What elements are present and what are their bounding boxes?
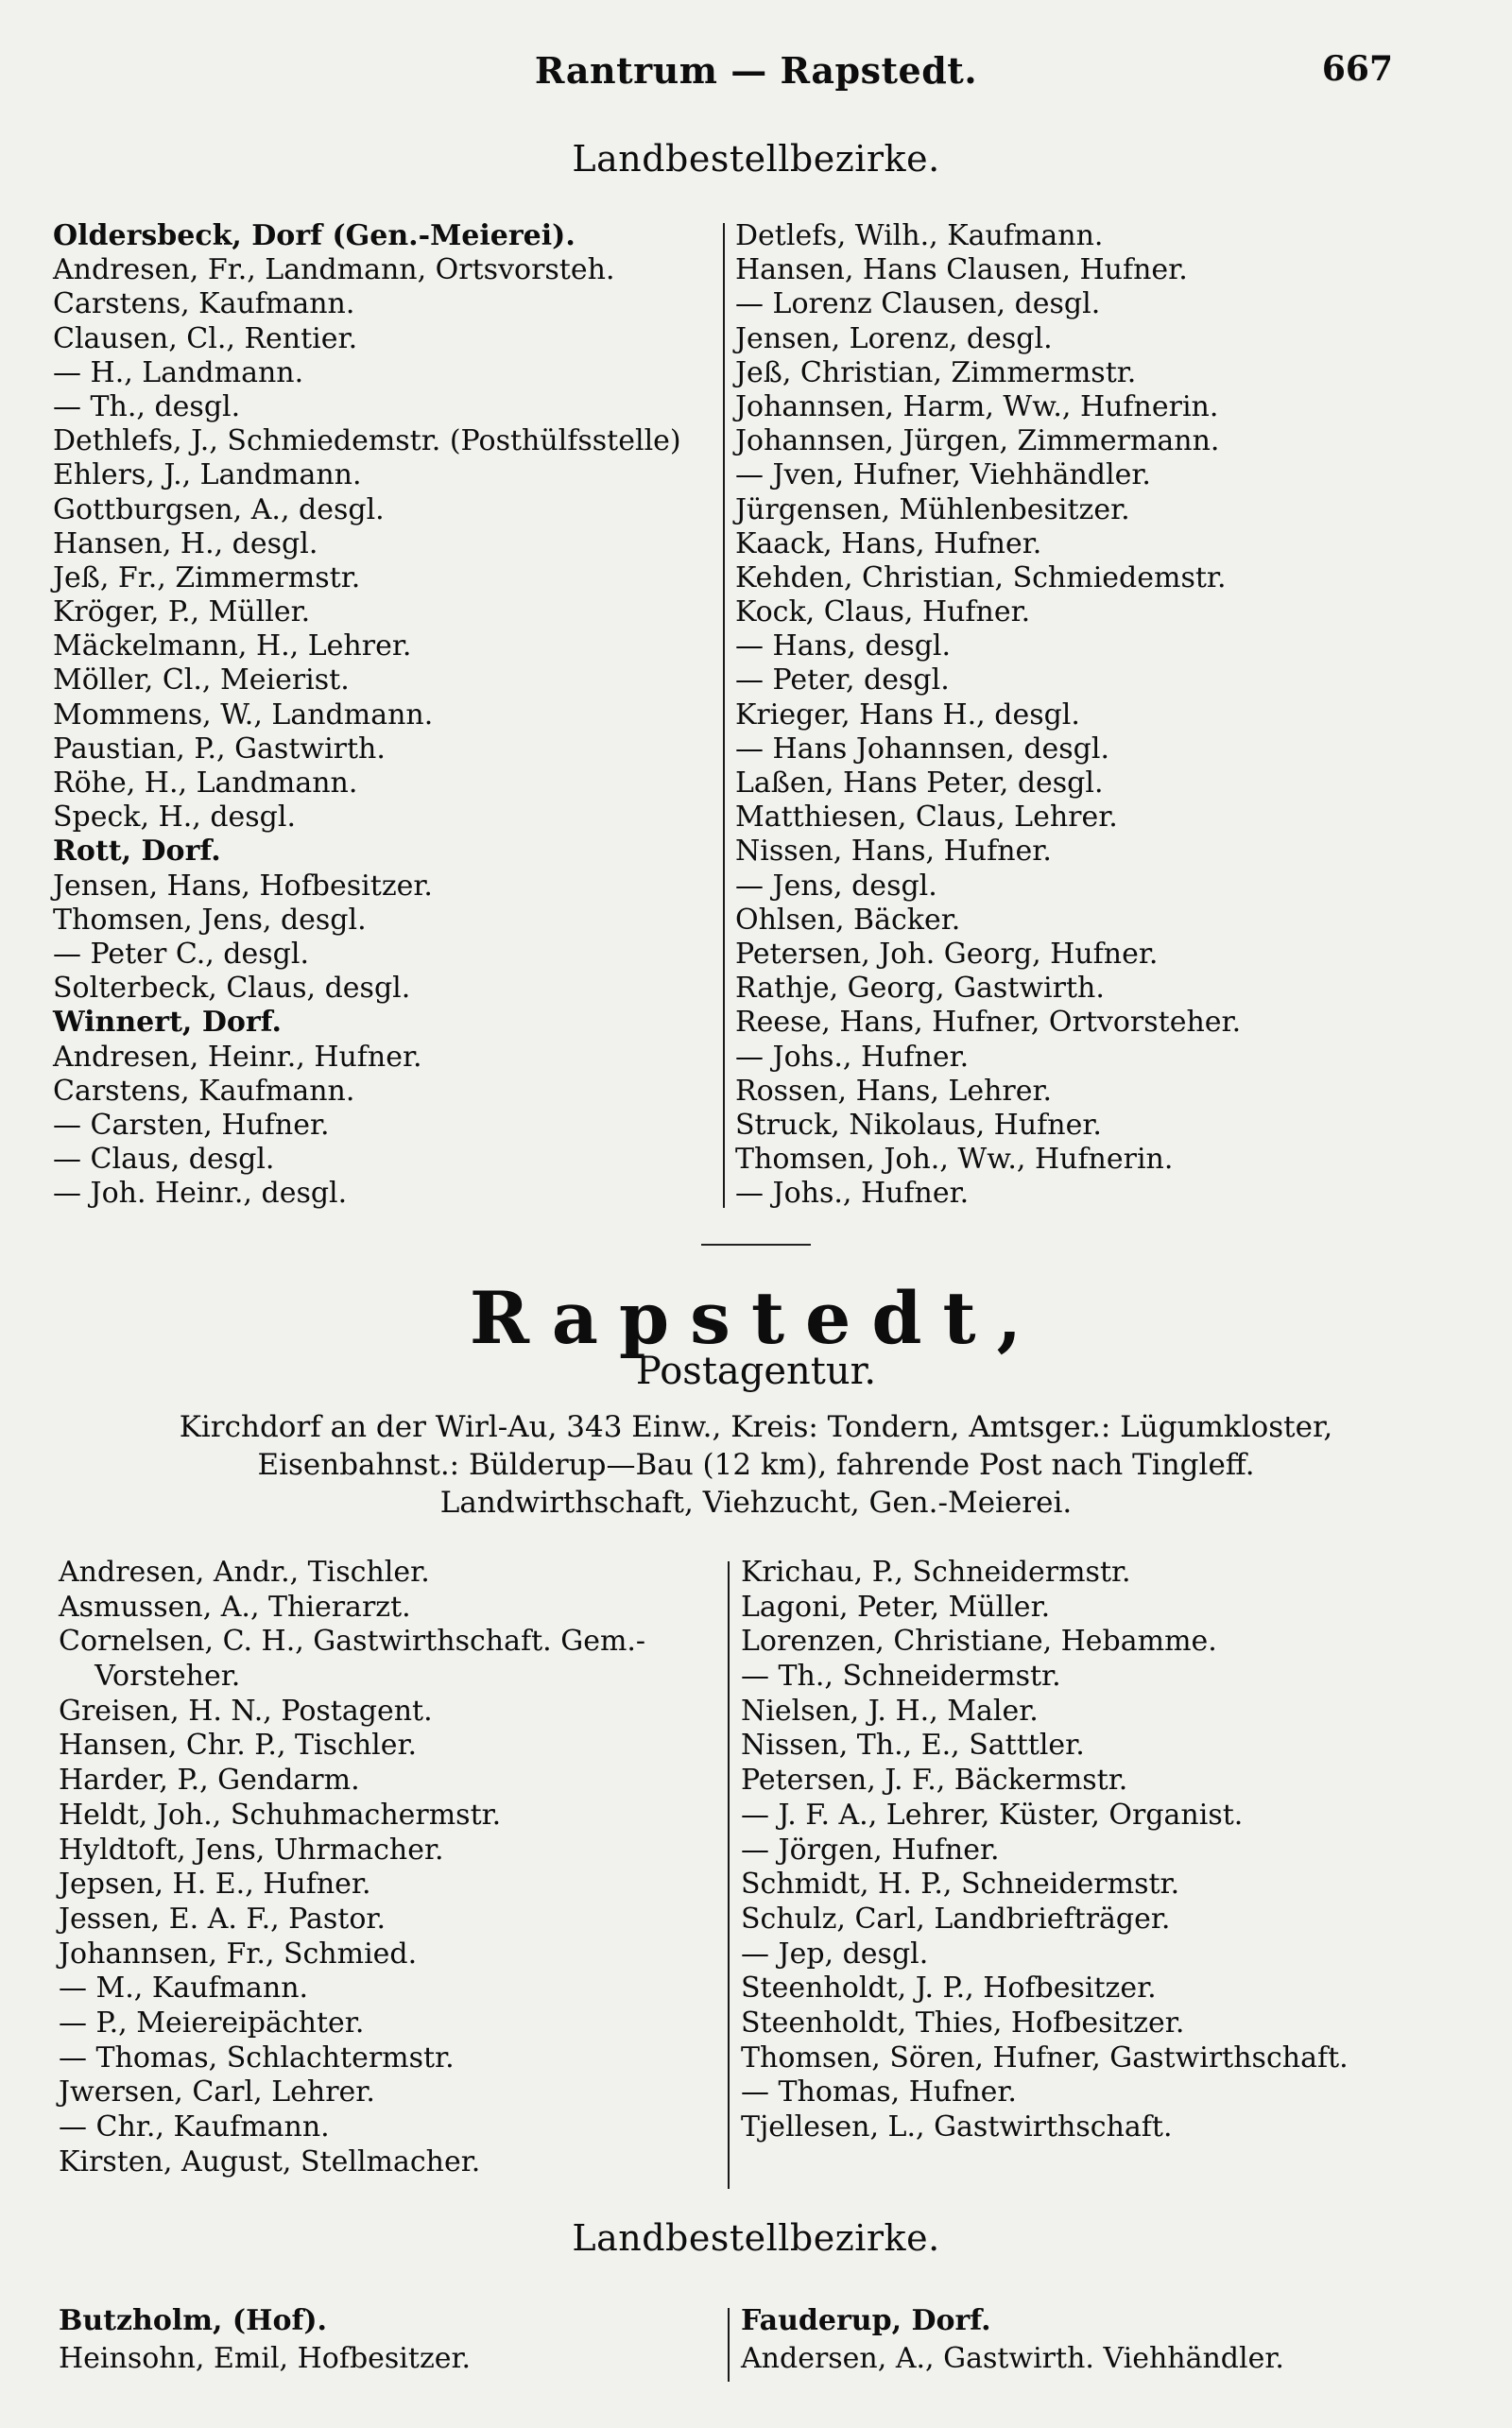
directory-entry: Nissen, Th., E., Satttler.	[741, 1729, 1085, 1763]
directory-entry: Hansen, Chr. P., Tischler.	[59, 1729, 418, 1763]
directory-entry: Cornelsen, C. H., Gastwirthschaft. Gem.-	[59, 1625, 646, 1659]
directory-entry: — Jörgen, Hufner.	[741, 1833, 1000, 1867]
directory-entry: Mommens, W., Landmann.	[53, 697, 434, 732]
directory-entry: Tjellesen, L., Gastwirthschaft.	[741, 2110, 1173, 2144]
directory-entry: Thomsen, Jens, desgl.	[53, 903, 367, 937]
directory-entry: Jürgensen, Mühlenbesitzer.	[735, 492, 1130, 526]
directory-entry: Jwersen, Carl, Lehrer.	[59, 2075, 375, 2109]
directory-entry: Harder, P., Gendarm.	[59, 1764, 360, 1798]
directory-entry: Speck, H., desgl.	[53, 801, 297, 835]
directory-entry: Matthiesen, Claus, Lehrer.	[735, 801, 1118, 835]
page-number: 667	[1321, 49, 1393, 89]
directory-entry: Steenholdt, Thies, Hofbesitzer.	[741, 2006, 1185, 2040]
directory-entry: Jepsen, H. E., Hufner.	[59, 1868, 371, 1902]
directory-entry: Carstens, Kaufmann.	[53, 1074, 355, 1108]
directory-entry: Kehden, Christian, Schmiedemstr.	[735, 560, 1227, 594]
directory-entry: — Johs., Hufner.	[735, 1040, 970, 1074]
directory-entry: Reese, Hans, Hufner, Ortvorsteher.	[735, 1006, 1242, 1040]
directory-entry: — Peter, desgl.	[735, 663, 950, 697]
directory-entry: — Jep, desgl.	[741, 1937, 929, 1971]
directory-entry: — Peter C., desgl.	[53, 937, 309, 971]
directory-entry: Heinsohn, Emil, Hofbesitzer.	[59, 2342, 472, 2375]
directory-entry: Mäckelmann, H., Lehrer.	[53, 629, 412, 663]
directory-entry: Gottburgsen, A., desgl.	[53, 492, 385, 526]
directory-entry: — Jven, Hufner, Viehhändler.	[735, 458, 1151, 492]
directory-entry: Hansen, Hans Clausen, Hufner.	[735, 253, 1188, 287]
directory-entry: Krichau, P., Schneidermstr.	[741, 1556, 1131, 1589]
town-title: Rapstedt,	[469, 1276, 1043, 1360]
directory-entry: — Lorenz Clausen, desgl.	[735, 287, 1101, 321]
directory-entry: Hyldtoft, Jens, Uhrmacher.	[59, 1833, 444, 1867]
town-description-line-1: Kirchdorf an der Wirl-Au, 343 Einw., Kreis: Tondern, Amtsger.: Lügumkloster,	[179, 1410, 1333, 1444]
rapstedt-right-column	[741, 1556, 1402, 2145]
locality-heading: Butzholm, (Hof).	[59, 2304, 328, 2337]
locality-heading: Winnert, Dorf.	[53, 1006, 282, 1040]
directory-entry: Andresen, Andr., Tischler.	[59, 1556, 430, 1589]
directory-entry: Schmidt, H. P., Schneidermstr.	[741, 1868, 1180, 1902]
directory-entry: Greisen, H. N., Postagent.	[59, 1694, 433, 1728]
directory-entry: Steenholdt, J. P., Hofbesitzer.	[741, 1972, 1157, 2006]
directory-entry: — H., Landmann.	[53, 355, 304, 389]
directory-entry: — Thomas, Hufner.	[741, 2075, 1017, 2109]
directory-entry: Rathje, Georg, Gastwirth.	[735, 972, 1105, 1006]
directory-entry: Clausen, Cl., Rentier.	[53, 321, 358, 355]
directory-entry: Röhe, H., Landmann.	[53, 766, 358, 800]
directory-entry: — Joh. Heinr., desgl.	[53, 1177, 348, 1211]
directory-entry: Thomsen, Sören, Hufner, Gastwirthschaft.	[741, 2041, 1349, 2075]
directory-entry: Johannsen, Fr., Schmied.	[59, 1937, 418, 1971]
directory-entry: Carstens, Kaufmann.	[53, 287, 355, 321]
directory-entry: — Jens, desgl.	[735, 869, 937, 903]
directory-entry: — Thomas, Schlachtermstr.	[59, 2041, 455, 2075]
directory-entry: Thomsen, Joh., Ww., Hufnerin.	[735, 1143, 1174, 1177]
directory-entry: — Th., desgl.	[53, 389, 241, 423]
directory-entry: Jeß, Christian, Zimmermstr.	[735, 355, 1137, 389]
directory-entry: Asmussen, A., Thierarzt.	[59, 1590, 411, 1624]
directory-entry: Schulz, Carl, Landbriefträger.	[741, 1902, 1171, 1936]
directory-entry: Ehlers, J., Landmann.	[53, 458, 362, 492]
rantrum-right-column	[735, 219, 1397, 1211]
directory-entry: Heldt, Joh., Schuhmachermstr.	[59, 1798, 502, 1832]
directory-entry: — P., Meiereipächter.	[59, 2006, 365, 2040]
directory-entry: Lagoni, Peter, Müller.	[741, 1590, 1051, 1624]
directory-entry: — Hans Johannsen, desgl.	[735, 732, 1110, 766]
directory-entry: Kaack, Hans, Hufner.	[735, 526, 1042, 560]
directory-entry: — M., Kaufmann.	[59, 1972, 309, 2006]
directory-entry: Johannsen, Harm, Ww., Hufnerin.	[735, 389, 1219, 423]
rapstedt-bottom-left-column	[59, 2302, 720, 2378]
directory-entry: Jensen, Hans, Hofbesitzer.	[53, 869, 433, 903]
rapstedt-left-column	[59, 1556, 720, 2179]
town-description-line-3: Landwirthschaft, Viehzucht, Gen.-Meierei.	[439, 1486, 1073, 1520]
directory-entry: Nielsen, J. H., Maler.	[741, 1694, 1039, 1728]
directory-entry: Jeß, Fr., Zimmermstr.	[53, 560, 361, 594]
town-description-line-2: Eisenbahnst.: Bülderup—Bau (12 km), fahrende Post nach Tingleff.	[257, 1448, 1255, 1482]
directory-entry: Johannsen, Jürgen, Zimmermann.	[735, 424, 1220, 458]
directory-entry: — Carsten, Hufner.	[53, 1108, 330, 1142]
town-subtitle: Postagentur.	[635, 1350, 877, 1393]
directory-entry: Rossen, Hans, Lehrer.	[735, 1074, 1053, 1108]
locality-heading: Fauderup, Dorf.	[741, 2304, 991, 2337]
directory-entry: Andresen, Fr., Landmann, Ortsvorsteh.	[53, 253, 615, 287]
rapstedt-bottom-right-column	[741, 2302, 1402, 2378]
directory-entry: Detlefs, Wilh., Kaufmann.	[735, 219, 1104, 252]
rantrum-section-heading: Landbestellbezirke.	[572, 138, 940, 180]
directory-entry: — J. F. A., Lehrer, Küster, Organist.	[741, 1798, 1244, 1832]
running-head: Rantrum — Rapstedt.	[534, 49, 978, 92]
locality-heading: Rott, Dorf.	[53, 835, 221, 869]
directory-entry: Jensen, Lorenz, desgl.	[735, 321, 1053, 355]
directory-entry: — Th., Schneidermstr.	[741, 1660, 1061, 1694]
column-rule	[728, 2308, 730, 2382]
directory-entry: Andersen, A., Gastwirth. Viehhändler.	[741, 2342, 1284, 2375]
rantrum-left-column	[53, 219, 714, 1211]
directory-entry: — Chr., Kaufmann.	[59, 2110, 330, 2144]
directory-entry: Laßen, Hans Peter, desgl.	[735, 766, 1104, 800]
directory-entry: Paustian, P., Gastwirth.	[53, 732, 386, 766]
directory-entry: Ohlsen, Bäcker.	[735, 903, 961, 937]
directory-entry: Solterbeck, Claus, desgl.	[53, 972, 411, 1006]
directory-entry: Vorsteher.	[59, 1660, 241, 1694]
column-rule	[723, 223, 725, 1208]
directory-entry: Krieger, Hans H., desgl.	[735, 697, 1080, 732]
directory-entry: Andresen, Heinr., Hufner.	[53, 1040, 422, 1074]
locality-heading: Oldersbeck, Dorf (Gen.-Meierei).	[53, 219, 576, 252]
directory-entry: Hansen, H., desgl.	[53, 526, 318, 560]
directory-entry: Struck, Nikolaus, Hufner.	[735, 1108, 1102, 1142]
directory-entry: — Johs., Hufner.	[735, 1177, 970, 1211]
rapstedt-section-heading: Landbestellbezirke.	[572, 2217, 940, 2259]
directory-entry: Lorenzen, Christiane, Hebamme.	[741, 1625, 1217, 1659]
directory-entry: Petersen, Joh. Georg, Hufner.	[735, 937, 1159, 971]
directory-entry: Jessen, E. A. F., Pastor.	[59, 1902, 386, 1936]
directory-entry: Kirsten, August, Stellmacher.	[59, 2144, 481, 2178]
directory-entry: Petersen, J. F., Bäckermstr.	[741, 1764, 1128, 1798]
directory-entry: Kröger, P., Müller.	[53, 595, 311, 629]
directory-entry: Kock, Claus, Hufner.	[735, 595, 1031, 629]
column-rule	[728, 1561, 730, 2189]
directory-entry: — Hans, desgl.	[735, 629, 952, 663]
directory-entry: Nissen, Hans, Hufner.	[735, 835, 1052, 869]
section-divider	[701, 1244, 811, 1246]
directory-entry: Möller, Cl., Meierist.	[53, 663, 350, 697]
directory-entry: — Claus, desgl.	[53, 1143, 275, 1177]
directory-entry: Dethlefs, J., Schmiedemstr. (Posthülfsstelle)	[53, 424, 681, 458]
